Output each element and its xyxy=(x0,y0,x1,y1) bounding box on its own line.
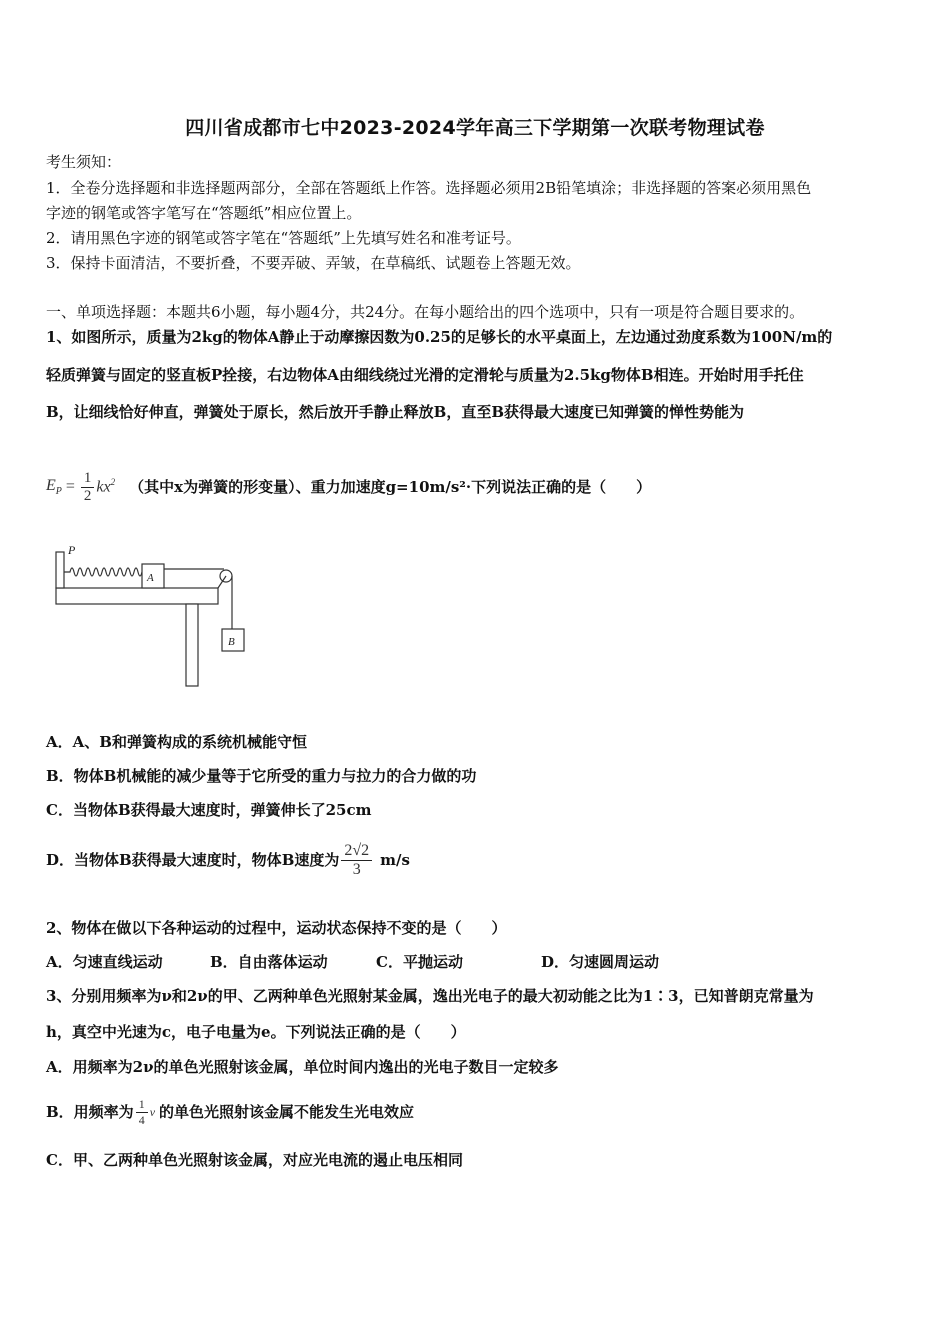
q3-option-c: C．甲、乙两种单色光照射该金属，对应光电流的遏止电压相同 xyxy=(46,1151,463,1169)
notice-heading: 考生须知： xyxy=(46,153,122,171)
notice-item-1-line-1: 1．全卷分选择题和非选择题两部分，全部在答题纸上作答。选择题必须用2B铅笔填涂；非选择题的答案必须用黑色 xyxy=(46,179,812,197)
q1-option-b: B．物体B机械能的减少量等于它所受的重力与拉力的合力做的功 xyxy=(46,767,477,785)
notice-item-3: 3．保持卡面清洁，不要折叠，不要弄破、弄皱，在草稿纸、试题卷上答题无效。 xyxy=(46,254,581,272)
q3-stem-line-1: 3、分别用频率为ν和2ν的甲、乙两种单色光照射某金属，逸出光电子的最大初动能之比为1∶3，已知普朗克常量为 xyxy=(46,987,814,1005)
notice-item-1-line-2: 字迹的钢笔或答字笔写在“答题纸”相应位置上。 xyxy=(46,204,362,222)
q1-figure xyxy=(48,542,248,692)
q1-option-d-text: D．当物体B获得最大速度时，物体B速度为 xyxy=(46,851,340,869)
spring xyxy=(64,568,142,576)
q2-option-d: D．匀速圆周运动 xyxy=(541,953,660,971)
table-leg xyxy=(186,604,198,686)
q2-option-c: C．平抛运动 xyxy=(376,953,463,971)
q1-option-c: C．当物体B获得最大速度时，弹簧伸长了25cm xyxy=(46,801,372,819)
q1-option-d-fraction: $\frac{2√2}{3}$ xyxy=(341,842,372,879)
q3-option-b xyxy=(46,1090,414,1134)
formula-ep: $E_P$ xyxy=(46,476,62,498)
q2-option-a: A．匀速直线运动 xyxy=(46,953,163,971)
label-b: B xyxy=(228,636,235,648)
q1-option-d xyxy=(46,834,410,886)
q1-stem-line-1: 1、如图所示，质量为2kg的物体A静止于动摩擦因数为0.25的足够长的水平桌面上，左边通过劲度系数为100N/m的 xyxy=(46,328,833,346)
formula-tail-text: （其中x为弹簧的形变量）、重力加速度g=10m/s²·下列说法正确的是（ ） xyxy=(129,478,652,496)
q3-option-b-fraction: $\frac{1}{4}$ xyxy=(136,1097,148,1128)
page-title: 四川省成都市七中2023-2024学年高三下学期第一次联考物理试卷 xyxy=(185,117,765,139)
q1-formula-line xyxy=(46,462,651,512)
q3-option-a: A．用频率为2ν的单色光照射该金属，单位时间内逸出的光电子数目一定较多 xyxy=(46,1058,559,1076)
q1-option-a: A．A、B和弹簧构成的系统机械能守恒 xyxy=(46,733,307,751)
section-heading: 一、单项选择题：本题共6小题，每小题4分，共24分。在每小题给出的四个选项中，只有一项是符合题目要求的。 xyxy=(46,303,805,321)
formula-fraction: $\frac{1}{2}$ xyxy=(81,470,95,505)
q1-stem-line-3: B，让细线恰好伸直，弹簧处于原长，然后放开手静止释放B，直至B获得最大速度已知弹簧的惮性势能为 xyxy=(46,403,745,421)
formula-kx2: $kx^2$ xyxy=(96,477,116,496)
wall-plate-p xyxy=(56,552,64,588)
q3-option-b-var: ν xyxy=(149,1104,156,1119)
notice-item-2: 2．请用黑色字迹的钢笔或答字笔在“答题纸”上先填写姓名和准考证号。 xyxy=(46,229,521,247)
q1-stem-line-2: 轻质弹簧与固定的竖直板P拴接，右边物体A由细线绕过光滑的定滑轮与质量为2.5kg物体B相连。开始时用手托住 xyxy=(46,366,804,384)
label-p: P xyxy=(68,543,76,557)
q3-stem-line-2: h，真空中光速为c，电子电量为e。下列说法正确的是（ ） xyxy=(46,1023,466,1041)
table-top xyxy=(56,588,218,604)
q1-option-d-unit: m/s xyxy=(380,851,410,869)
q2-stem: 2、物体在做以下各种运动的过程中，运动状态保持不变的是（ ） xyxy=(46,919,507,937)
q3-option-b-pre: B．用频率为 xyxy=(46,1103,134,1121)
q2-option-b: B．自由落体运动 xyxy=(210,953,328,971)
label-a: A xyxy=(147,572,154,584)
formula-equals: = xyxy=(65,478,75,495)
q3-option-b-post: 的单色光照射该金属不能发生光电效应 xyxy=(159,1103,415,1121)
